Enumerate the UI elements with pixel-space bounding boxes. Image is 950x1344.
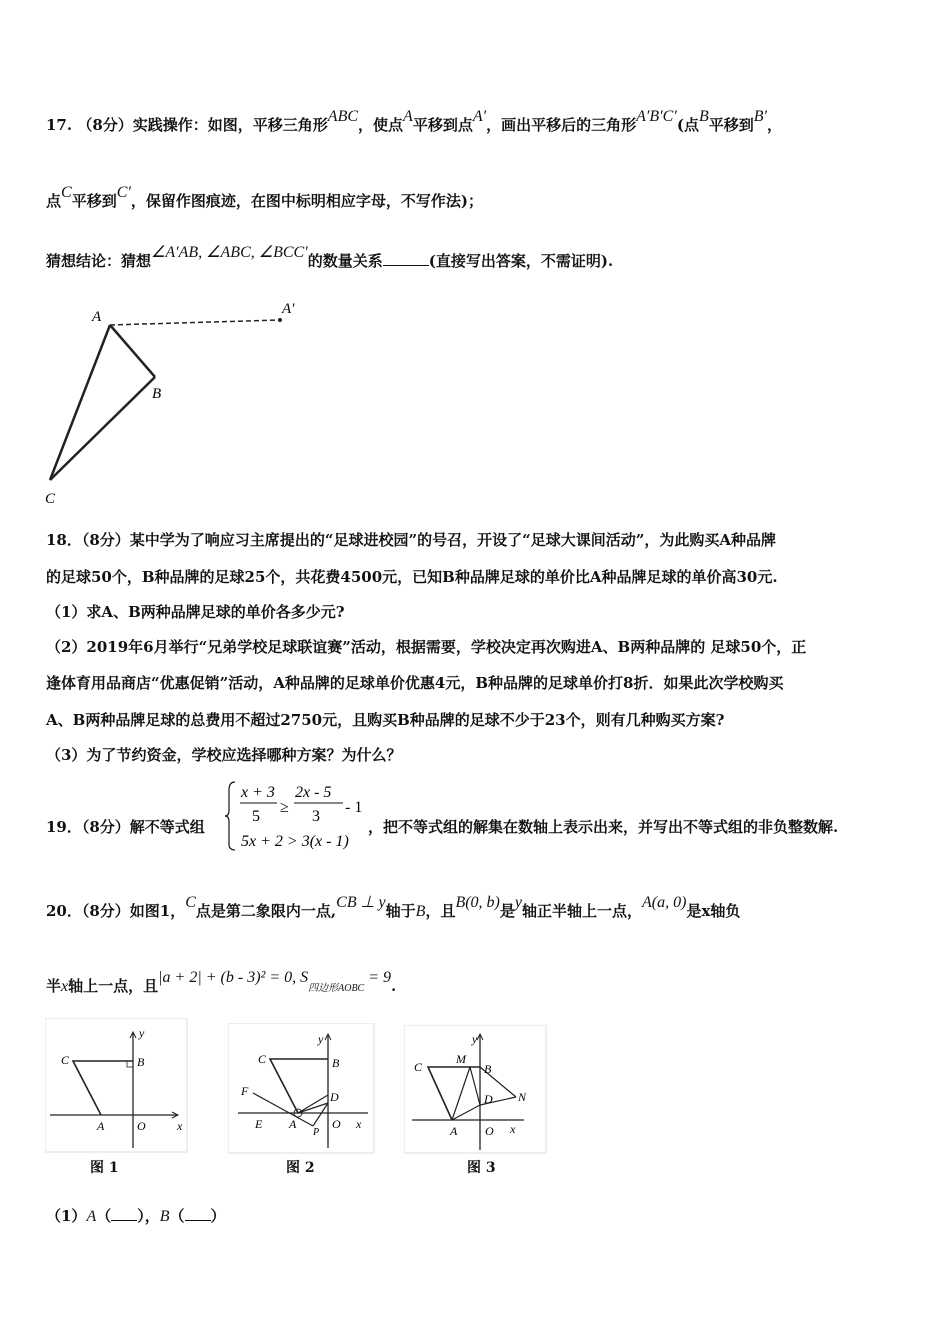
caption-fig3: 图 3 — [467, 1160, 496, 1176]
svg-text:y: y — [139, 1026, 145, 1040]
q17-line1: 17. （8分）实践操作：如图，平移三角形ABC，使点A平移到点A′，画出平移后的三角形A′B′C′(点B平移到B′， — [46, 108, 783, 134]
q19-prefix: 19．（8分）解不等式组 — [46, 818, 205, 836]
q18-line5: 逢体育用品商店“优惠促销”活动，A种品牌的足球单价优惠4元，B种品牌的足球单价打8折．如果此次学校购买 — [46, 674, 784, 692]
svg-text:F: F — [241, 1084, 249, 1098]
svg-text:5: 5 — [252, 808, 260, 825]
label-a: A — [92, 309, 102, 325]
svg-text:E: E — [255, 1117, 263, 1131]
q17-figure — [40, 295, 320, 510]
svg-text:D: D — [330, 1090, 339, 1104]
svg-text:M: M — [456, 1052, 466, 1066]
math-abc: ABC — [327, 108, 359, 125]
caption-fig1: 图 1 — [90, 1160, 119, 1176]
svg-text:y: y — [472, 1032, 478, 1046]
answer-blank — [383, 251, 429, 266]
svg-text:3: 3 — [312, 808, 320, 825]
svg-text:x: x — [356, 1117, 362, 1131]
svg-text:5x + 2 > 3(x - 1): 5x + 2 > 3(x - 1) — [241, 833, 349, 850]
svg-text:x: x — [510, 1122, 516, 1136]
svg-text:O: O — [137, 1119, 146, 1133]
q18-line1: 18．（8分）某中学为了响应习主席提出的“足球进校园”的号召，开设了“足球大课间活动”，为此购买A种品牌 — [46, 531, 776, 549]
svg-text:O: O — [332, 1117, 341, 1131]
q20-line1: 20．（8分）如图1，C点是第二象限内一点,CB ⊥ y轴于B，且B(0, b)是y轴正半轴上一点，A(a, 0)是x轴负 — [46, 894, 741, 920]
q20-sub1: （1）A（ ），B（ ） — [46, 1207, 226, 1225]
svg-text:A: A — [450, 1124, 458, 1138]
q20-figure-2 — [228, 1023, 376, 1155]
answer-blank-a — [111, 1206, 137, 1221]
svg-text:- 1: - 1 — [345, 799, 363, 816]
q18-line6: A、B两种品牌足球的总费用不超过2750元，且购买B种品牌的足球不少于23个，则有几种购买方案? — [46, 711, 725, 729]
svg-text:2x - 5: 2x - 5 — [295, 784, 332, 801]
svg-text:D: D — [484, 1092, 493, 1106]
answer-blank-b — [185, 1206, 211, 1221]
svg-text:C: C — [61, 1053, 70, 1067]
svg-text:y: y — [318, 1032, 324, 1046]
q17-line2: 点C平移到C′，保留作图痕迹，在图中标明相应字母，不写作法)； — [46, 184, 483, 210]
q18-line3: （1）求A、B两种品牌足球的单价各多少元? — [46, 603, 345, 621]
q19-suffix: ，把不等式组的解集在数轴上表示出来，并写出不等式组的非负整数解. — [368, 818, 839, 836]
svg-text:x: x — [177, 1119, 183, 1133]
label-a-prime: A′ — [282, 301, 295, 317]
svg-text:O: O — [485, 1124, 494, 1138]
svg-text:B: B — [137, 1055, 145, 1069]
label-b: B — [152, 386, 162, 402]
svg-text:P: P — [313, 1127, 320, 1138]
caption-fig2: 图 2 — [286, 1160, 315, 1176]
q20-line2: 半x轴上一点，且|a + 2| + (b - 3)² = 0, S四边形AOBC = 9. — [46, 969, 397, 995]
q18-line2: 的足球50个，B种品牌的足球25个，共花费4500元，已知B种品牌足球的单价比A种品牌足球的单价高30元. — [46, 568, 778, 586]
svg-text:C: C — [414, 1060, 423, 1074]
svg-text:B: B — [484, 1062, 492, 1076]
svg-text:B: B — [332, 1056, 340, 1070]
q18-line4: （2）2019年6月举行“兄弟学校足球联谊赛”活动，根据需要，学校决定再次购进A、B两种品牌的 足球50个，正 — [46, 638, 807, 656]
svg-text:A: A — [97, 1119, 105, 1133]
q19-inequality-system — [225, 778, 375, 854]
svg-text:C: C — [258, 1052, 267, 1066]
svg-text:A: A — [289, 1117, 297, 1131]
q20-figure-1 — [45, 1018, 190, 1154]
svg-text:≥: ≥ — [280, 799, 289, 816]
label-c: C — [45, 491, 56, 507]
q17-line3: 猜想结论：猜想∠A′AB, ∠ABC, ∠BCC′的数量关系 (直接写出答案，不需证明). — [46, 244, 614, 270]
svg-text:N: N — [518, 1090, 527, 1104]
svg-text:x + 3: x + 3 — [241, 784, 275, 801]
q20-figure-3 — [404, 1025, 549, 1155]
q18-line7: （3）为了节约资金，学校应选择哪种方案？为什么？ — [46, 746, 402, 764]
